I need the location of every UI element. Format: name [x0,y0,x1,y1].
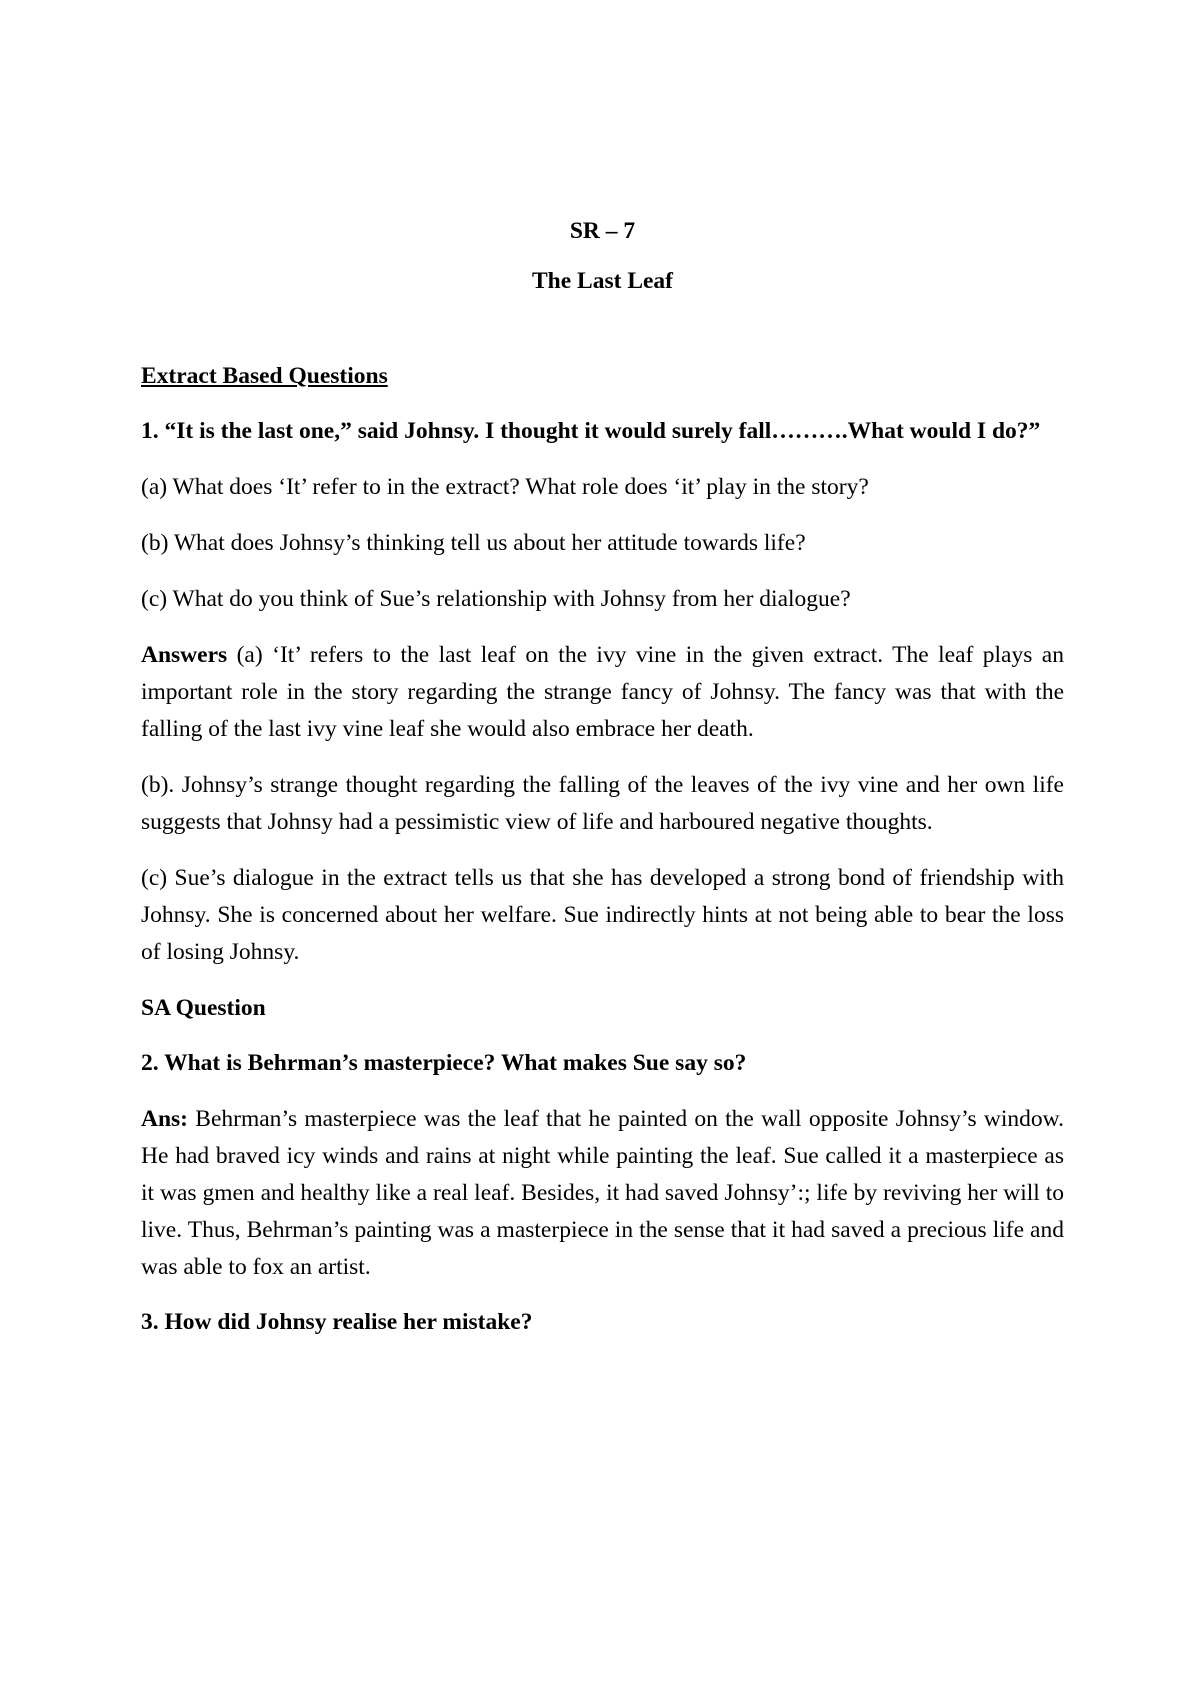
sub-question-a: (a) What does ‘It’ refer to in the extract? What role does ‘it’ play in the story? [141,474,869,500]
answer-a-text: (a) ‘It’ refers to the last leaf on the ivy vine in the given extract. The leaf plays an important role in the story regarding the strange fancy of Johnsy. The fancy was that with the falling of the last ivy vine leaf she would also embrace her death. [141,642,1064,742]
document-code: SR – 7 [569,218,636,244]
sa-section-heading: SA Question [141,995,266,1021]
extract-section-heading: Extract Based Questions [141,363,388,389]
sub-question-b: (b) What does Johnsy’s thinking tell us about her attitude towards life? [141,530,806,556]
page-content [141,213,1064,1341]
question-3: 3. How did Johnsy realise her mistake? [141,1309,533,1335]
answer-2-paragraph [141,1101,1064,1286]
answer-c-paragraph: (c) Sue’s dialogue in the extract tells us that she has developed a strong bond of friendship with Johnsy. She is concerned about her welfare. Sue indirectly hints at not being able to bear the loss of losing Johnsy. [141,865,1064,965]
answer-b-paragraph: (b). Johnsy’s strange thought regarding the falling of the leaves of the ivy vine and her own life suggests that Johnsy had a pessimistic view of life and harboured negative thoughts. [141,772,1064,835]
document-title: The Last Leaf [532,268,673,294]
answers-label: Answers [141,642,228,668]
sub-question-c: (c) What do you think of Sue’s relationship with Johnsy from her dialogue? [141,586,851,612]
question-1: 1. “It is the last one,” said Johnsy. I thought it would surely fall……….What would I do?” [141,418,1041,444]
answer-2-text: Behrman’s masterpiece was the leaf that he painted on the wall opposite Johnsy’s window. He had braved icy winds and rains at night while painting the leaf. Sue called it a masterpiece as it was gmen and healthy like a real leaf. Besides, it had saved Johnsy’:; life by reviving her will to live. Thus, Behrman’s painting was a masterpiece in the sense that it had saved a precious life and was able to fox an artist. [141,1106,1064,1280]
ans-label: Ans: [141,1106,189,1132]
question-2: 2. What is Behrman’s masterpiece? What makes Sue say so? [141,1050,747,1076]
answer-a-paragraph [141,637,1064,748]
